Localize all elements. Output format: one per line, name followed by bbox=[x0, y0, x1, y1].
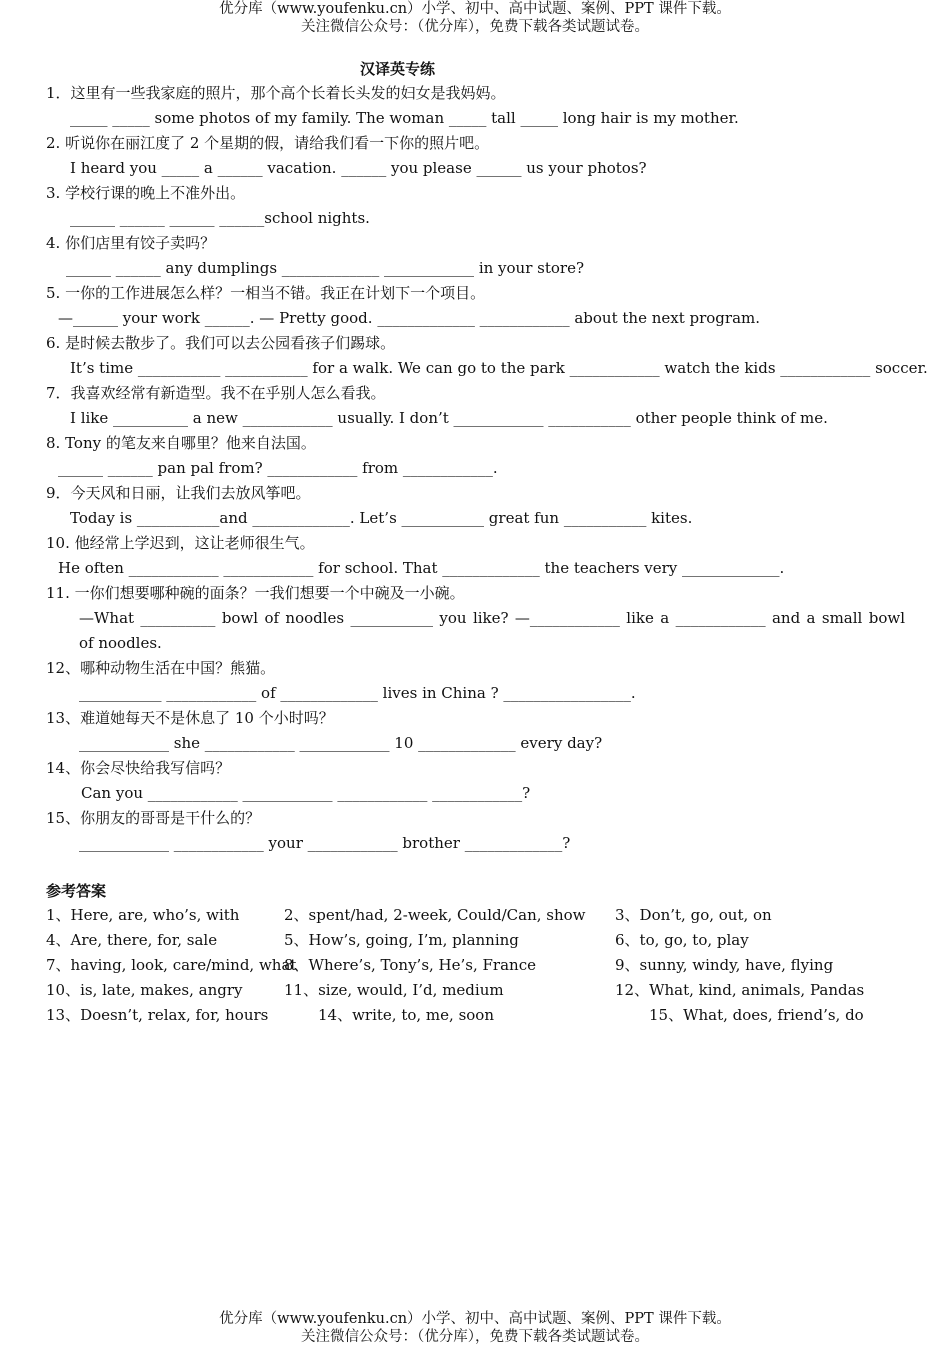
question-2-cn: 2. 听说你在丽江度了 2 个星期的假，请给我们看一下你的照片吧。 bbox=[46, 134, 490, 152]
question-4-en: ______ ______ any dumplings _____________ ____________ in your store? bbox=[66, 259, 585, 277]
question-9-cn: 9．今天风和日丽，让我们去放风筝吧。 bbox=[46, 484, 311, 502]
question-15-en: ____________ ____________ your ____________ brother _____________? bbox=[79, 834, 571, 852]
question-7-cn: 7．我喜欢经常有新造型。我不在乎别人怎么看我。 bbox=[46, 384, 386, 402]
question-13-en: ____________ she ____________ ____________ 10 _____________ every day? bbox=[79, 734, 603, 752]
header-line-1: 优分库（www.youfenku.cn）小学、初中、高中试题、案例、PPT 课件下载。 bbox=[219, 1, 731, 17]
question-3-cn: 3. 学校行课的晚上不准外出。 bbox=[46, 184, 246, 202]
question-12-cn: 12、哪种动物生活在中国？熊猫。 bbox=[46, 659, 276, 677]
page-title: 汉译英专练 bbox=[359, 60, 435, 78]
answer-10: 10、is, late, makes, angry bbox=[46, 981, 243, 999]
answer-1: 1、Here, are, who’s, with bbox=[46, 906, 240, 924]
question-1-en: _____ _____ some photos of my family. The woman _____ tall _____ long hair is my mother. bbox=[70, 109, 739, 127]
answer-9: 9、sunny, windy, have, flying bbox=[615, 956, 834, 974]
answer-5: 5、How’s, going, I’m, planning bbox=[284, 931, 519, 949]
answer-7: 7、having, look, care/mind, what bbox=[46, 956, 297, 974]
question-6-cn: 6. 是时候去散步了。我们可以去公园看孩子们踢球。 bbox=[46, 334, 396, 352]
answer-12: 12、What, kind, animals, Pandas bbox=[615, 981, 865, 999]
question-3-en: ______ ______ ______ ______school nights. bbox=[70, 209, 370, 227]
question-4-cn: 4. 你们店里有饺子卖吗？ bbox=[46, 234, 216, 252]
question-5-cn: 5. 一你的工作进展怎么样？一相当不错。我正在计划下一个项目。 bbox=[46, 284, 486, 302]
question-10-en: He often ____________ ____________ for school. That _____________ the teachers very _____________. bbox=[58, 559, 785, 577]
question-13-cn: 13、难道她每天不是休息了 10 个小时吗？ bbox=[46, 709, 334, 727]
question-8-en: ______ ______ pan pal from? ____________ from ____________. bbox=[58, 459, 498, 477]
question-2-en: I heard you _____ a ______ vacation. ______ you please ______ us your photos? bbox=[70, 159, 647, 177]
question-9-en: Today is ___________and _____________. Let’s ___________ great fun ___________ kites. bbox=[70, 509, 693, 527]
question-15-cn: 15、你朋友的哥哥是干什么的？ bbox=[46, 809, 261, 827]
answer-4: 4、Are, there, for, sale bbox=[46, 931, 218, 949]
answer-13: 13、Doesn’t, relax, for, hours bbox=[46, 1006, 269, 1024]
answer-3: 3、Don’t, go, out, on bbox=[615, 906, 772, 924]
question-14-cn: 14、你会尽快给我写信吗？ bbox=[46, 759, 231, 777]
footer-line-2: 关注微信公众号：（优分库），免费下载各类试题试卷。 bbox=[301, 1329, 649, 1345]
question-7-en: I like __________ a new ____________ usually. I don’t ____________ ___________ other people think of me. bbox=[70, 409, 828, 427]
question-11-en-cont: of noodles. bbox=[79, 634, 162, 652]
answer-6: 6、to, go, to, play bbox=[615, 931, 749, 949]
question-10-cn: 10. 他经常上学迟到，这让老师很生气。 bbox=[46, 534, 315, 552]
answer-8: 8、Where’s, Tony’s, He’s, France bbox=[284, 956, 536, 974]
question-14-en: Can you ____________ ____________ ____________ ____________? bbox=[81, 784, 531, 802]
answer-14: 14、write, to, me, soon bbox=[318, 1006, 494, 1024]
question-12-en: ___________ ____________ of _____________ lives in China ? _________________. bbox=[79, 684, 636, 702]
answer-11: 11、size, would, I’d, medium bbox=[284, 981, 504, 999]
answer-15: 15、What, does, friend’s, do bbox=[649, 1006, 864, 1024]
header-line-2: 关注微信公众号：（优分库），免费下载各类试题试卷。 bbox=[301, 19, 649, 35]
answer-2: 2、spent/had, 2-week, Could/Can, show bbox=[284, 906, 586, 924]
page-footer bbox=[0, 1310, 950, 1346]
answers-heading: 参考答案 bbox=[46, 882, 107, 900]
question-1-cn: 1．这里有一些我家庭的照片，那个高个长着长头发的妇女是我妈妈。 bbox=[46, 84, 506, 102]
footer-line-1: 优分库（www.youfenku.cn）小学、初中、高中试题、案例、PPT 课件下载。 bbox=[219, 1311, 731, 1327]
question-11-en: —What __________ bowl of noodles ___________ you like? —____________ like a ____________ and a small bowl bbox=[79, 609, 905, 627]
page-header bbox=[0, 0, 950, 36]
question-11-cn: 11. 一你们想要哪种碗的面条？一我们想要一个中碗及一小碗。 bbox=[46, 584, 465, 602]
question-8-cn: 8. Tony 的笔友来自哪里？他来自法国。 bbox=[46, 434, 316, 452]
question-5-en: —______ your work ______. — Pretty good. _____________ ____________ about the next program. bbox=[58, 309, 761, 327]
question-6-en: It’s time ___________ ___________ for a walk. We can go to the park ____________ watch the kids ____________ soccer. bbox=[70, 359, 928, 377]
